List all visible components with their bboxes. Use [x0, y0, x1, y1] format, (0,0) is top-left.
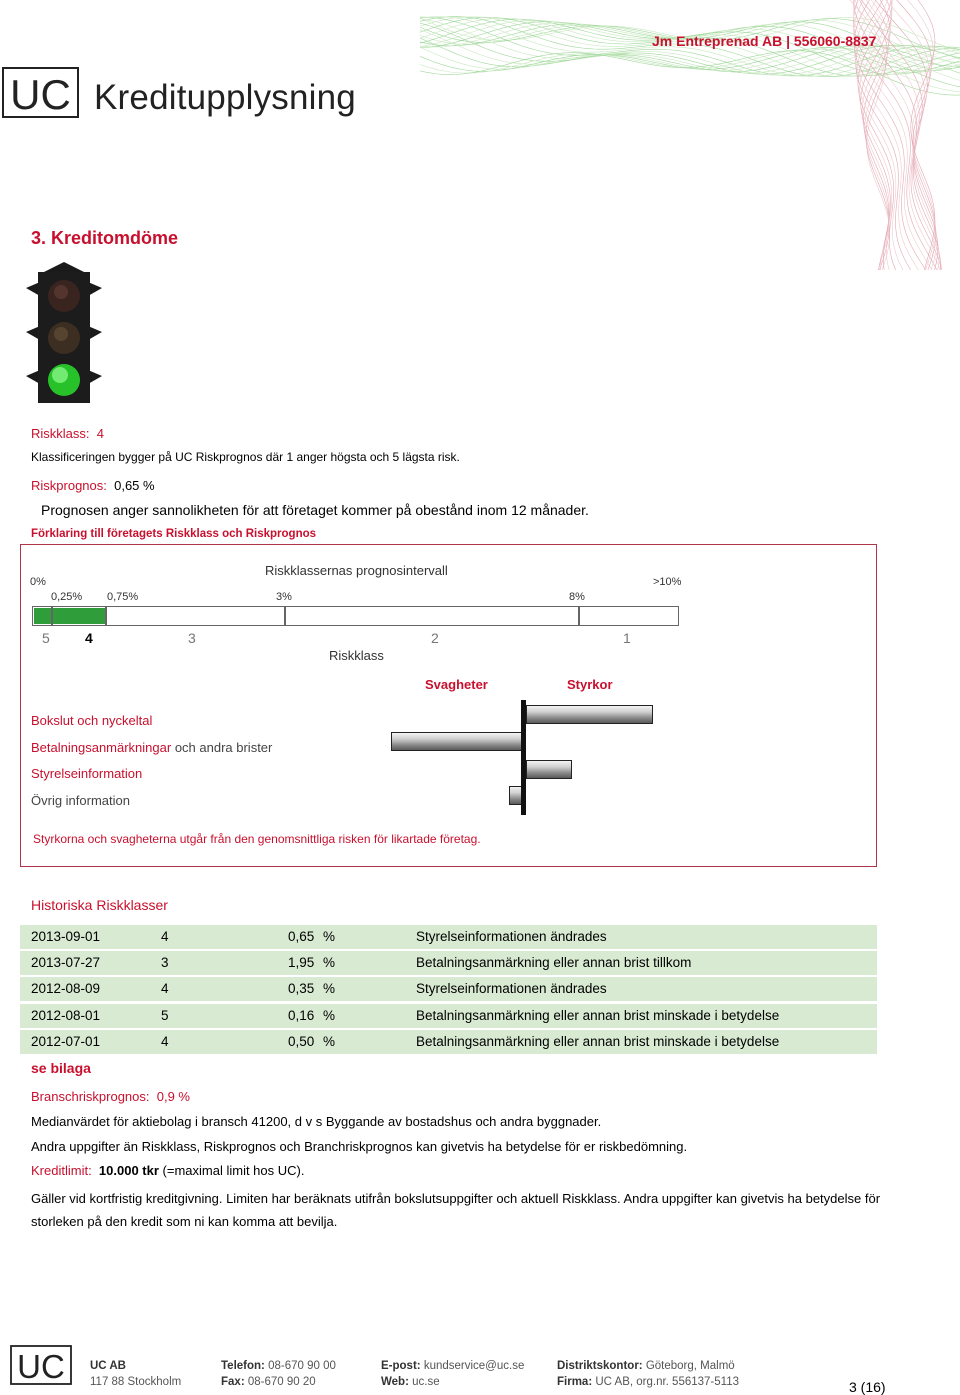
footer-city: 117 88 Stockholm	[90, 1376, 182, 1388]
history-klass: 4	[161, 981, 169, 996]
company-name-header: Jm Entreprenad AB | 556060-8837	[652, 33, 877, 49]
history-reason: Styrelseinformationen ändrades	[416, 929, 607, 944]
weaknesses-header: Svagheter	[425, 677, 488, 692]
footer-web-label: Web:	[381, 1376, 409, 1388]
guilloche-line	[908, 0, 936, 270]
history-row	[20, 1030, 877, 1054]
scale-label-0: 0%	[30, 576, 46, 588]
product-title: Kreditupplysning	[94, 78, 356, 117]
history-row	[20, 977, 877, 1001]
history-row	[20, 951, 877, 975]
bransch-line	[31, 1089, 190, 1104]
history-unit: %	[323, 1034, 336, 1049]
bransch-other: Andra uppgifter än Riskklass, Riskprognos och Branchriskprognos kan givetvis ha betydelse för er riskbedömning.	[31, 1139, 688, 1154]
scale-title: Riskklassernas prognosintervall	[265, 563, 448, 578]
scale-tick	[284, 606, 286, 626]
strength-bar	[526, 705, 653, 724]
kreditlimit-description: Gäller vid kortfristig kreditgivning. Limiten har beräknats utifrån bokslutsuppgifter och aktuell Riskklass. Andra uppgifter kan givetvis ha betydelse för storleken på den kredit som ni kan komma att bevilja.	[31, 1191, 881, 1229]
klass-number-3: 3	[188, 630, 196, 646]
riskprognos-value: 0,65 %	[114, 478, 155, 493]
history-row	[20, 1004, 877, 1028]
history-reason: Betalningsanmärkning eller annan brist tillkom	[416, 955, 692, 970]
scale-label-3: 3%	[276, 591, 292, 603]
scale-label-8: 8%	[569, 591, 585, 603]
footer-address	[90, 1358, 181, 1390]
footer-email-link[interactable]: kundservice@uc.se	[423, 1360, 525, 1372]
history-unit: %	[323, 929, 336, 944]
scale-label-075: 0,75%	[107, 591, 139, 603]
bransch-label: Branschriskprognos:	[31, 1089, 150, 1104]
history-row	[20, 925, 877, 949]
explanation-note: Styrkorna och svagheterna utgår från den genomsnittliga risken för likartade företag.	[33, 832, 481, 846]
footer-offices	[557, 1358, 739, 1390]
history-prognos: 0,50	[288, 1034, 315, 1049]
factor-styrelse	[31, 766, 142, 781]
footer-district-value: Göteborg, Malmö	[645, 1360, 735, 1372]
history-reason: Styrelseinformationen ändrades	[416, 981, 607, 996]
factor-bokslut	[31, 713, 152, 728]
riskklass-description: Klassificeringen bygger på UC Riskprognos där 1 anger högsta och 5 lägsta risk.	[31, 450, 460, 464]
history-reason: Betalningsanmärkning eller annan brist minskade i betydelse	[416, 1008, 780, 1023]
history-prognos: 1,95	[288, 955, 315, 970]
footer-firm-label: Firma:	[557, 1376, 593, 1388]
risk-interval-bar	[32, 606, 679, 626]
se-bilaga-link: se bilaga	[31, 1060, 91, 1076]
factor-axis	[521, 700, 526, 815]
history-prognos: 0,35	[288, 981, 315, 996]
footer-web-link[interactable]: uc.se	[412, 1376, 440, 1388]
riskklass-line	[31, 426, 104, 441]
klass-number-4: 4	[85, 630, 93, 646]
klass-number-1: 1	[623, 630, 631, 646]
footer-fax-label: Fax:	[221, 1376, 245, 1388]
uc-logo-text: UC	[10, 71, 71, 118]
factor-label: Betalningsanmärkningar	[31, 740, 172, 755]
history-prognos: 0,16	[288, 1008, 315, 1023]
klass-number-2: 2	[431, 630, 439, 646]
history-title: Historiska Riskklasser	[31, 897, 168, 913]
footer-fax-value: 08-670 90 20	[247, 1376, 316, 1388]
guilloche-line	[866, 0, 939, 270]
history-date: 2012-07-01	[31, 1034, 101, 1049]
history-unit: %	[323, 1008, 336, 1023]
factor-label: Styrelseinformation	[31, 766, 143, 781]
weakness-bar	[391, 732, 523, 751]
strengths-header: Styrkor	[567, 677, 613, 692]
footer-uc-logo	[10, 1345, 72, 1385]
kreditlimit-label: Kreditlimit:	[31, 1163, 92, 1178]
history-klass: 3	[161, 955, 169, 970]
riskprognos-line	[31, 478, 155, 493]
uc-logo	[2, 67, 79, 118]
scale-tick	[105, 606, 107, 626]
scale-label-025: 0,25%	[51, 591, 83, 603]
kreditlimit-line	[31, 1163, 304, 1178]
riskprognos-label: Riskprognos:	[31, 478, 107, 493]
kreditlimit-value: 10.000 tkr	[98, 1163, 159, 1178]
explanation-title: Förklaring till företagets Riskklass och Riskprognos	[31, 528, 317, 540]
scale-tick	[51, 606, 53, 626]
footer-phone-value: 08-670 90 00	[268, 1360, 336, 1372]
footer-phone	[221, 1358, 336, 1390]
riskklass-label: Riskklass:	[31, 426, 90, 441]
traffic-light-icon	[24, 260, 104, 403]
footer-company: UC AB	[90, 1360, 126, 1372]
explanation-box	[20, 544, 877, 867]
guilloche-line	[911, 0, 935, 270]
footer-district-label: Distriktskontor:	[557, 1360, 643, 1372]
history-klass: 5	[161, 1008, 169, 1023]
footer-contact	[381, 1358, 524, 1390]
riskprognos-description: Prognosen anger sannolikheten för att företaget kommer på obestånd inom 12 månader.	[41, 502, 589, 518]
factor-label: Bokslut och nyckeltal	[31, 713, 153, 728]
factor-label-rest: Övrig information	[31, 793, 130, 808]
scale-label-10: >10%	[653, 576, 682, 588]
factor-ovrig	[31, 793, 130, 808]
history-date: 2013-09-01	[31, 929, 101, 944]
kreditlimit-suffix: (=maximal limit hos UC).	[158, 1163, 305, 1178]
section-title: 3. Kreditomdöme	[31, 228, 179, 248]
factor-betalning	[31, 740, 272, 755]
bransch-median: Medianvärdet för aktiebolag i bransch 41200, d v s Byggande av bostadshus och andra byggnader.	[31, 1114, 602, 1129]
history-unit: %	[323, 955, 336, 970]
riskklass-value: 4	[96, 426, 104, 441]
history-prognos: 0,65	[288, 929, 315, 944]
footer-firm-value: UC AB, org.nr. 556137-5113	[595, 1376, 739, 1388]
footer-email-label: E-post:	[381, 1360, 421, 1372]
footer-phone-label: Telefon:	[221, 1360, 265, 1372]
history-unit: %	[323, 981, 336, 996]
history-date: 2012-08-01	[31, 1008, 101, 1023]
strength-bar	[526, 760, 572, 779]
history-date: 2012-08-09	[31, 981, 101, 996]
scale-tick	[578, 606, 580, 626]
history-date: 2013-07-27	[31, 955, 101, 970]
history-reason: Betalningsanmärkning eller annan brist minskade i betydelse	[416, 1034, 780, 1049]
factor-label-rest: och andra brister	[171, 740, 273, 755]
bransch-value: 0,9 %	[156, 1089, 190, 1104]
history-klass: 4	[161, 1034, 169, 1049]
footer-logo-text: UC	[17, 1348, 65, 1385]
riskklass-axis-title: Riskklass	[329, 648, 384, 663]
risk-interval-fill	[34, 608, 106, 624]
page-number: 3 (16)	[849, 1379, 886, 1395]
klass-number-5: 5	[42, 630, 50, 646]
history-klass: 4	[161, 929, 169, 944]
